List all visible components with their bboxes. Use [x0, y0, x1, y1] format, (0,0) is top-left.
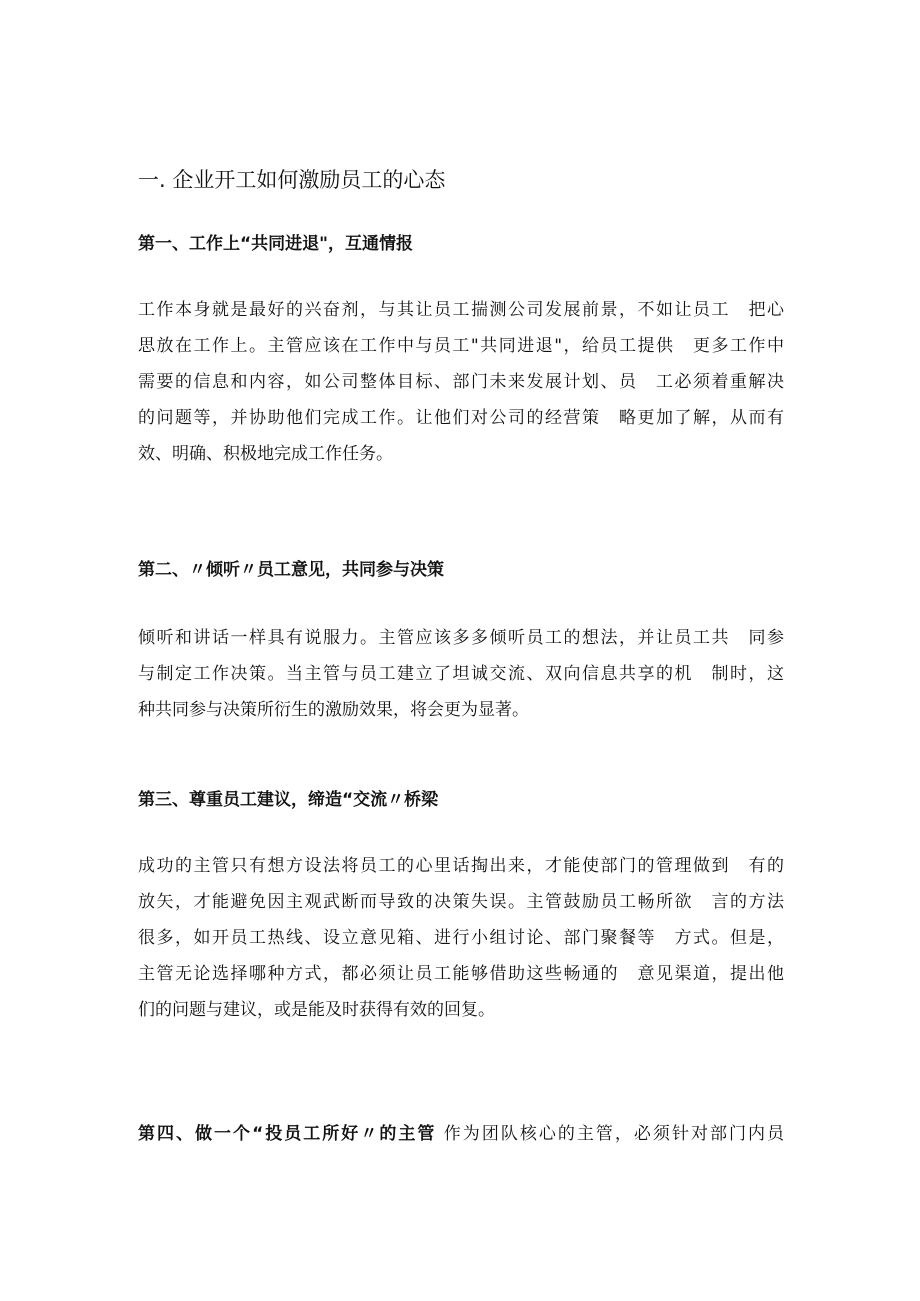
paragraph-text: 作为团队核心的主管，必须针对部门内员 [443, 1124, 784, 1144]
section-heading-1: 第一、工作上“共同进退"，互通情报 [138, 234, 414, 254]
section-paragraph-1 [138, 292, 784, 472]
paragraph-line: 成功的主管只有想方设法将员工的心里话掏出来，才能使部门的管理做到 有的 [138, 856, 784, 876]
section-heading-2: 第二、〃倾听〃员工意见，共同参与决策 [138, 560, 444, 580]
section-paragraph-4 [138, 1120, 784, 1148]
paragraph-line: 们的问题与建议，或是能及时获得有效的回复。 [138, 1000, 495, 1020]
section-heading-4: 第四、做一个“投员工所好〃的主管 [138, 1124, 437, 1144]
paragraph-line: 很多，如开员工热线、设立意见箱、进行小组讨论、部门聚餐等 方式。但是， [138, 928, 784, 948]
paragraph-line: 放矢，才能避免因主观武断而导致的决策失误。主管鼓励员工畅所欲 言的方法 [138, 892, 784, 912]
paragraph-line: 种共同参与决策所衍生的激励效果，将会更为显著。 [138, 700, 529, 720]
paragraph-line: 需要的信息和内容，如公司整体目标、部门未来发展计划、员 工必须着重解决 [138, 372, 784, 392]
section-heading-3: 第三、尊重员工建议，缔造“交流〃桥梁 [138, 790, 439, 810]
paragraph-line: 倾听和讲话一样具有说服力。主管应该多多倾听员工的想法，并让员工共 同参 [138, 628, 784, 648]
paragraph-line: 的问题等，并协助他们完成工作。让他们对公司的经营策 略更加了解，从而有 [138, 408, 784, 428]
paragraph-line: 效、明确、积极地完成工作任务。 [138, 444, 393, 464]
paragraph-line: 与制定工作决策。当主管与员工建立了坦诚交流、双向信息共享的机 制时，这 [138, 664, 784, 684]
document-title: 一. 企业开工如何激励员工的心态 [138, 168, 446, 192]
paragraph-line: 工作本身就是最好的兴奋剂，与其让员工揣测公司发展前景，不如让员工 把心 [138, 300, 784, 320]
paragraph-line: 主管无论选择哪种方式，都必须让员工能够借助这些畅通的 意见渠道，提出他 [138, 964, 784, 984]
section-paragraph-2 [138, 620, 784, 728]
section-paragraph-3 [138, 848, 784, 1028]
paragraph-line: 思放在工作上。主管应该在工作中与员工"共同进退"，给员工提供 更多工作中 [138, 336, 784, 356]
